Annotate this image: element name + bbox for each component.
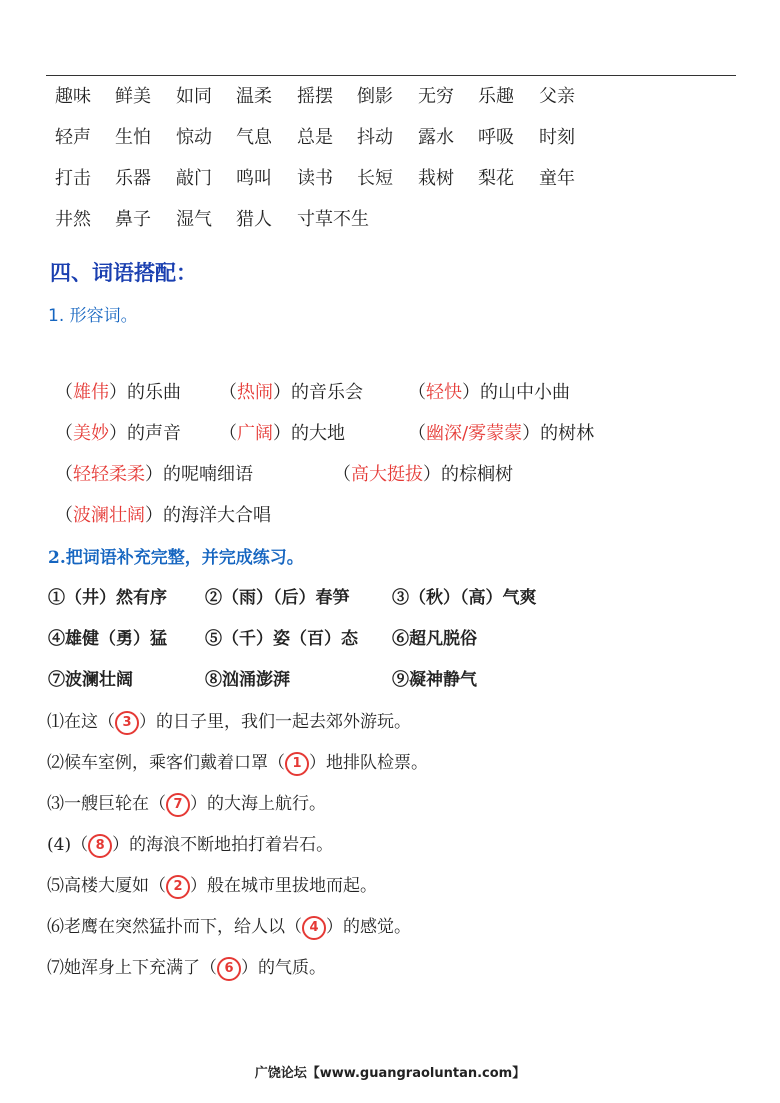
word: 如同 [176, 86, 212, 107]
exercise-sentence: ⑹老鹰在突然猛扑而下，给人以（ 4 ）的感觉。 [47, 914, 411, 940]
idiom: ③（秋）（高）气爽 [392, 588, 537, 608]
word: 露水 [418, 127, 454, 148]
word: 敲门 [176, 168, 212, 189]
answer: 广阔 [237, 423, 273, 444]
idiom: ⑤（千）姿（百）态 [205, 629, 358, 649]
adj-phrase: （幽深/雾蒙蒙）的树林 [408, 423, 595, 444]
word: 湿气 [176, 209, 212, 230]
word: 总是 [297, 127, 333, 148]
adj-phrase: （雄伟）的乐曲 [55, 382, 181, 403]
idiom: ⑨凝神静气 [392, 670, 477, 690]
top-rule [46, 75, 736, 76]
word: 生怕 [115, 127, 151, 148]
word: 鲜美 [115, 86, 151, 107]
word: 无穷 [418, 86, 454, 107]
answer-circle: 6 [217, 957, 241, 981]
word: 猎人 [236, 209, 272, 230]
answer: 轻轻柔柔 [73, 464, 145, 485]
word: 轻声 [55, 127, 91, 148]
word: 趣味 [55, 86, 91, 107]
word: 乐器 [115, 168, 151, 189]
word: 打击 [55, 168, 91, 189]
subheading-adjectives: 1. 形容词。 [48, 306, 138, 326]
exercise-sentence: ⑵候车室例，乘客们戴着口罩（ 1 ）地排队检票。 [47, 750, 428, 776]
answer: 雄伟 [73, 382, 109, 403]
answer-circle: 8 [88, 834, 112, 858]
answer-circle: 3 [115, 711, 139, 735]
adj-phrase: （轻轻柔柔）的呢喃细语 [55, 464, 253, 485]
word: 鸣叫 [236, 168, 272, 189]
adj-phrase: （波澜壮阔）的海洋大合唱 [55, 505, 271, 526]
word: 梨花 [478, 168, 514, 189]
adj-phrase: （美妙）的声音 [55, 423, 181, 444]
section-title: 四、词语搭配： [50, 261, 197, 285]
idiom: ⑦波澜壮阔 [48, 670, 133, 690]
word: 父亲 [539, 86, 575, 107]
word: 童年 [539, 168, 575, 189]
idiom: ①（井）然有序 [48, 588, 167, 608]
exercise-sentence: ⑴在这（ 3 ）的日子里，我们一起去郊外游玩。 [47, 709, 411, 735]
word: 鼻子 [115, 209, 151, 230]
answer-circle: 4 [302, 916, 326, 940]
word: 井然 [55, 209, 91, 230]
answer: 高大挺拔 [351, 464, 423, 485]
idiom: ⑧汹涌澎湃 [205, 670, 290, 690]
word: 时刻 [539, 127, 575, 148]
idiom: ⑥超凡脱俗 [392, 629, 477, 649]
word: 气息 [236, 127, 272, 148]
word: 温柔 [236, 86, 272, 107]
word: 寸草不生 [297, 209, 369, 230]
adj-phrase: （轻快）的山中小曲 [408, 382, 570, 403]
exercise-sentence: (4)（ 8 ）的海浪不断地拍打着岩石。 [47, 832, 333, 858]
word: 呼吸 [478, 127, 514, 148]
idiom: ②（雨）（后）春笋 [205, 588, 350, 608]
answer: 轻快 [426, 382, 462, 403]
adj-phrase: （热闹）的音乐会 [219, 382, 363, 403]
answer-circle: 1 [285, 752, 309, 776]
word: 倒影 [357, 86, 393, 107]
answer-circle: 2 [166, 875, 190, 899]
footer-watermark: 广饶论坛【www.guangraoluntan.com】 [254, 1066, 526, 1081]
subheading-exercise: 2.把词语补充完整，并完成练习。 [48, 548, 304, 568]
word: 乐趣 [478, 86, 514, 107]
exercise-sentence: ⑺她浑身上下充满了（ 6 ）的气质。 [47, 955, 326, 981]
word: 长短 [357, 168, 393, 189]
idiom: ④雄健（勇）猛 [48, 629, 167, 649]
adj-phrase: （高大挺拔）的棕榈树 [333, 464, 513, 485]
adj-phrase: （广阔）的大地 [219, 423, 345, 444]
answer-circle: 7 [166, 793, 190, 817]
word: 惊动 [176, 127, 212, 148]
word: 摇摆 [297, 86, 333, 107]
exercise-sentence: ⑶一艘巨轮在（ 7 ）的大海上航行。 [47, 791, 326, 817]
answer: 热闹 [237, 382, 273, 403]
answer: 波澜壮阔 [73, 505, 145, 526]
answer: 幽深/雾蒙蒙 [426, 423, 523, 444]
word: 抖动 [357, 127, 393, 148]
word: 栽树 [418, 168, 454, 189]
answer: 美妙 [73, 423, 109, 444]
exercise-sentence: ⑸高楼大厦如（ 2 ）般在城市里拔地而起。 [47, 873, 377, 899]
word: 读书 [297, 168, 333, 189]
